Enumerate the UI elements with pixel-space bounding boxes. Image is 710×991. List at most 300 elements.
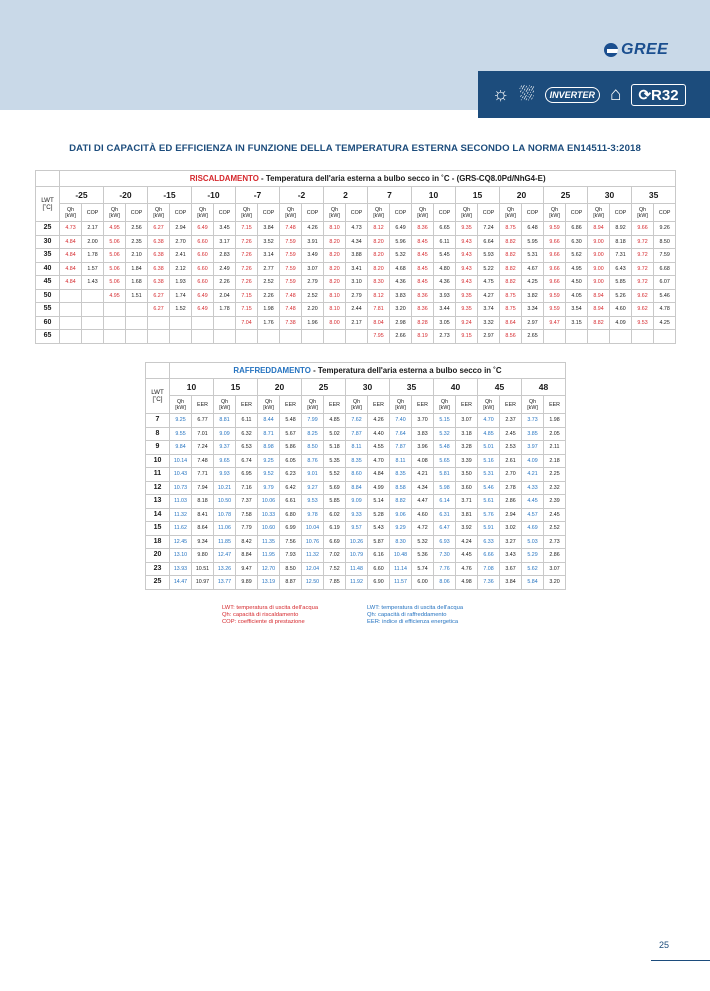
capacity-cell: 7.38 [280,316,302,330]
cop-cell: 2.49 [214,262,236,276]
capacity-cell: 12.45 [170,535,192,549]
capacity-cell: 9.00 [588,262,610,276]
outdoor-temp-header: 30 [346,379,390,396]
capacity-cell: 9.72 [632,249,654,263]
lwt-value: 10 [146,454,170,468]
capacity-cell: 8.75 [500,222,522,236]
capacity-cell [60,316,82,330]
eer-cell: 4.21 [412,468,434,482]
capacity-cell: 5.06 [104,276,126,290]
cop-cell: 1.93 [170,276,192,290]
outdoor-temp-header: 15 [214,379,258,396]
table-row [146,508,566,522]
lwt-label: LWT [151,389,164,396]
capacity-cell: 8.35 [346,454,368,468]
capacity-cell: 4.09 [522,454,544,468]
capacity-cell: 10.60 [258,522,280,536]
outdoor-temp-header: 10 [170,379,214,396]
eer-cell: 6.02 [324,508,346,522]
eer-cell: 4.99 [368,481,390,495]
qh-header [478,396,500,414]
cop-cell: 2.44 [346,303,368,317]
capacity-cell: 10.21 [214,481,236,495]
qh-label: Qh [484,398,493,405]
eer-cell: 4.26 [368,414,390,428]
capacity-cell: 5.65 [434,454,456,468]
outdoor-temp-header: 10 [412,187,456,204]
cop-cell [82,289,104,303]
capacity-cell: 5.61 [478,495,500,509]
page-title: DATI DI CAPACITÀ ED EFFICIENZA IN FUNZIONE DELLA TEMPERATURA ESTERNA SECONDO LA NORMA EN14511-3:2018 [69,143,641,154]
lwt-value: 14 [146,508,170,522]
qh-header [170,396,192,414]
cop-cell: 4.26 [302,222,324,236]
table-row [146,481,566,495]
cop-cell: 3.17 [214,235,236,249]
qh-unit: [kW] [351,404,362,411]
eer-cell: 2.53 [500,441,522,455]
cop-cell: 4.34 [346,235,368,249]
capacity-cell: 10.76 [302,535,324,549]
capacity-cell: 13.10 [170,549,192,563]
capacity-cell: 9.00 [588,249,610,263]
subheader-row [36,204,676,222]
cop-cell: 4.60 [610,303,632,317]
capacity-cell: 8.20 [324,249,346,263]
capacity-cell: 6.49 [192,289,214,303]
eer-cell: 4.34 [412,481,434,495]
qh-unit: [kW] [505,212,516,219]
table-row [146,441,566,455]
corner-cell [36,171,60,187]
table-row [146,549,566,563]
capacity-cell: 6.49 [192,222,214,236]
capacity-cell: 9.59 [544,289,566,303]
eer-cell: 7.56 [280,535,302,549]
capacity-cell: 5.15 [434,414,456,428]
cop-cell: 3.82 [522,289,544,303]
capacity-cell: 7.64 [390,427,412,441]
cop-header: COP [346,204,368,222]
cop-cell: 3.45 [214,222,236,236]
capacity-cell: 8.45 [412,276,434,290]
eer-cell: 8.64 [192,522,214,536]
cop-cell: 2.52 [302,289,324,303]
capacity-cell [324,330,346,344]
capacity-cell: 6.60 [192,276,214,290]
capacity-cell: 9.15 [456,330,478,344]
capacity-cell: 12.50 [302,576,324,590]
eer-cell: 6.05 [280,454,302,468]
eer-cell: 6.16 [368,549,390,563]
capacity-cell: 6.60 [192,235,214,249]
eer-cell: 2.32 [544,481,566,495]
eer-cell: 2.86 [500,495,522,509]
capacity-cell: 5.06 [104,262,126,276]
lwt-value: 11 [146,468,170,482]
cop-cell: 2.52 [258,276,280,290]
cop-cell: 2.35 [126,235,148,249]
cop-cell: 2.98 [390,316,412,330]
cop-header: COP [258,204,280,222]
capacity-cell: 8.20 [368,235,390,249]
table-row [36,222,676,236]
capacity-cell: 7.59 [280,276,302,290]
capacity-cell: 3.85 [522,427,544,441]
eer-cell: 9.34 [192,535,214,549]
capacity-cell: 8.82 [500,262,522,276]
capacity-cell: 4.84 [60,235,82,249]
capacity-cell: 9.52 [258,468,280,482]
eer-cell: 5.43 [368,522,390,536]
cop-cell [126,316,148,330]
capacity-cell: 13.19 [258,576,280,590]
eer-cell: 6.74 [236,454,258,468]
legend-item: LWT: temperatura di uscita dell'acqua [367,605,464,611]
cop-cell: 3.14 [258,249,280,263]
capacity-cell: 5.06 [104,249,126,263]
capacity-cell [236,330,258,344]
outdoor-temp-header: 25 [544,187,588,204]
cop-cell: 4.25 [522,276,544,290]
qh-unit: [kW] [549,212,560,219]
capacity-cell: 9.29 [390,522,412,536]
eer-cell: 7.93 [280,549,302,563]
capacity-cell: 8.12 [368,222,390,236]
lwt-value: 35 [36,249,60,263]
qh-header [104,204,126,222]
capacity-cell: 4.85 [478,427,500,441]
capacity-cell: 10.48 [390,549,412,563]
table-title [60,171,676,187]
capacity-cell: 9.66 [544,262,566,276]
eer-cell: 5.18 [324,441,346,455]
eer-cell: 2.70 [500,468,522,482]
capacity-cell: 7.95 [368,330,390,344]
capacity-cell: 11.62 [170,522,192,536]
cop-cell: 2.73 [434,330,456,344]
capacity-cell: 8.81 [214,414,236,428]
eer-cell: 2.86 [544,549,566,563]
eer-cell: 7.16 [236,481,258,495]
cop-cell: 2.97 [522,316,544,330]
cop-cell: 4.73 [346,222,368,236]
qh-label: Qh [198,206,207,213]
eer-cell: 4.85 [324,414,346,428]
cop-cell: 6.64 [478,235,500,249]
capacity-cell [280,330,302,344]
lwt-value: 45 [36,276,60,290]
eer-cell: 5.35 [324,454,346,468]
lwt-value: 55 [36,303,60,317]
capacity-cell: 7.26 [236,276,258,290]
capacity-cell: 9.66 [632,222,654,236]
qh-unit: [kW] [197,212,208,219]
lwt-value: 8 [146,427,170,441]
cop-cell: 1.78 [214,303,236,317]
capacity-cell: 7.40 [390,414,412,428]
cop-cell: 4.67 [522,262,544,276]
table-row [36,262,676,276]
eer-cell: 4.40 [368,427,390,441]
cop-cell: 7.31 [610,249,632,263]
qh-label: Qh [462,206,471,213]
capacity-cell: 8.94 [588,289,610,303]
cop-header: COP [126,204,148,222]
eer-cell: 3.81 [456,508,478,522]
capacity-cell: 10.79 [346,549,368,563]
cop-cell: 4.36 [434,276,456,290]
capacity-cell: 8.82 [588,316,610,330]
capacity-cell: 4.45 [522,495,544,509]
eer-cell: 3.67 [500,562,522,576]
outdoor-temp-header: 40 [434,379,478,396]
capacity-cell: 11.92 [346,576,368,590]
cop-header: COP [566,204,588,222]
capacity-cell: 5.03 [522,535,544,549]
outdoor-temp-header: 20 [258,379,302,396]
eer-cell: 4.60 [412,508,434,522]
capacity-cell [192,330,214,344]
cop-cell: 4.36 [390,276,412,290]
table-row [36,289,676,303]
eer-cell: 3.20 [544,576,566,590]
capacity-cell: 9.78 [302,508,324,522]
lwt-header [36,187,60,222]
cop-cell [126,303,148,317]
qh-header [280,204,302,222]
capacity-cell: 9.35 [456,303,478,317]
capacity-cell: 10.50 [214,495,236,509]
eer-cell: 8.50 [280,562,302,576]
table-row [146,495,566,509]
capacity-cell: 9.00 [588,235,610,249]
eer-cell: 4.98 [456,576,478,590]
qh-header [434,396,456,414]
capacity-cell: 5.81 [434,468,456,482]
lwt-value: 25 [36,222,60,236]
eer-cell: 5.67 [280,427,302,441]
cop-cell: 1.43 [82,276,104,290]
capacity-cell: 8.71 [258,427,280,441]
qh-header [214,396,236,414]
eer-cell: 6.90 [368,576,390,590]
table-title-rest: - Temperatura dell'aria esterna a bulbo secco in ˚C [310,366,502,375]
capacity-cell: 5.06 [104,235,126,249]
cop-cell: 3.88 [346,249,368,263]
cop-cell: 6.65 [434,222,456,236]
cop-cell: 3.34 [522,303,544,317]
cop-cell: 3.32 [478,316,500,330]
outdoor-temp-header: 35 [390,379,434,396]
cop-cell: 2.65 [522,330,544,344]
cop-cell: 5.45 [434,249,456,263]
qh-label: Qh [242,206,251,213]
capacity-cell: 9.43 [456,276,478,290]
eer-cell: 6.19 [324,522,346,536]
outdoor-temp-header: -2 [280,187,324,204]
capacity-cell [104,330,126,344]
capacity-cell: 9.43 [456,235,478,249]
capacity-cell: 8.82 [500,249,522,263]
cop-cell: 1.68 [126,276,148,290]
capacity-cell: 8.44 [258,414,280,428]
eer-cell: 4.47 [412,495,434,509]
eer-cell: 4.72 [412,522,434,536]
qh-header [302,396,324,414]
capacity-cell: 7.15 [236,303,258,317]
capacity-cell: 10.06 [258,495,280,509]
cop-cell: 3.15 [566,316,588,330]
capacity-cell: 8.35 [390,468,412,482]
capacity-cell [60,330,82,344]
eer-cell: 2.73 [544,535,566,549]
capacity-cell [104,303,126,317]
capacity-cell: 3.73 [522,414,544,428]
capacity-cell: 8.36 [412,303,434,317]
eer-cell: 7.48 [192,454,214,468]
outdoor-temp-header: 25 [302,379,346,396]
qh-label: Qh [176,398,185,405]
cop-cell: 2.79 [346,289,368,303]
capacity-cell: 7.59 [280,249,302,263]
capacity-cell: 11.06 [214,522,236,536]
capacity-cell: 7.15 [236,289,258,303]
capacity-cell: 8.94 [588,222,610,236]
qh-header [258,396,280,414]
qh-label: Qh [66,206,75,213]
capacity-cell [148,330,170,344]
eer-cell: 4.24 [456,535,478,549]
eer-cell: 2.52 [544,522,566,536]
capacity-cell: 4.84 [60,276,82,290]
capacity-cell: 9.35 [456,222,478,236]
gree-logo-text: GREE [621,41,669,58]
capacity-cell: 5.62 [522,562,544,576]
eer-cell: 8.87 [280,576,302,590]
capacity-cell: 12.47 [214,549,236,563]
capacity-cell: 7.30 [434,549,456,563]
capacity-cell: 9.84 [170,441,192,455]
legend-item: EER: indice di efficienza energetica [367,619,459,626]
table-row [36,276,676,290]
eer-cell: 2.45 [544,508,566,522]
cop-cell: 6.43 [610,262,632,276]
eer-cell: 2.37 [500,414,522,428]
capacity-cell: 4.70 [478,414,500,428]
cop-cell [82,316,104,330]
cop-header: COP [522,204,544,222]
qh-label: Qh [418,206,427,213]
lwt-value: 23 [146,562,170,576]
heating-table [35,170,676,344]
eer-cell: 2.94 [500,508,522,522]
cop-cell: 9.26 [654,222,676,236]
cop-cell: 3.74 [478,303,500,317]
capacity-cell: 6.38 [148,262,170,276]
capacity-cell: 9.93 [214,468,236,482]
lwt-value: 65 [36,330,60,344]
capacity-cell: 9.53 [302,495,324,509]
eer-cell: 5.86 [280,441,302,455]
cop-cell: 8.92 [610,222,632,236]
eer-cell: 8.84 [236,549,258,563]
qh-label: Qh [638,206,647,213]
cop-cell: 5.31 [522,249,544,263]
lwt-value: 7 [146,414,170,428]
cop-cell: 2.00 [82,235,104,249]
qh-label: Qh [220,398,229,405]
lwt-value: 13 [146,495,170,509]
capacity-cell: 8.30 [368,276,390,290]
eer-cell: 2.78 [500,481,522,495]
qh-unit: [kW] [285,212,296,219]
table-row [36,249,676,263]
outdoor-temp-header: -20 [104,187,148,204]
capacity-cell: 12.70 [258,562,280,576]
cop-cell [346,330,368,344]
eer-cell: 7.71 [192,468,214,482]
capacity-cell: 8.10 [324,222,346,236]
cop-header: COP [654,204,676,222]
qh-unit: [kW] [329,212,340,219]
capacity-cell: 7.62 [346,414,368,428]
cop-header: COP [390,204,412,222]
capacity-cell: 9.43 [456,249,478,263]
qh-unit: [kW] [373,212,384,219]
cooling-legend [367,605,463,627]
capacity-cell: 9.72 [632,235,654,249]
capacity-cell: 8.04 [368,316,390,330]
cop-cell: 2.10 [126,249,148,263]
eer-cell: 3.39 [456,454,478,468]
capacity-cell: 7.59 [280,235,302,249]
eer-cell: 7.52 [324,562,346,576]
cop-cell: 2.66 [390,330,412,344]
capacity-cell: 14.47 [170,576,192,590]
eer-cell: 5.32 [412,535,434,549]
cop-cell: 3.05 [434,316,456,330]
eer-cell: 3.71 [456,495,478,509]
capacity-cell: 10.26 [346,535,368,549]
capacity-cell: 10.43 [170,468,192,482]
inverter-badge: INVERTER [545,87,600,103]
eer-cell: 2.05 [544,427,566,441]
qh-header [236,204,258,222]
capacity-cell: 8.11 [346,441,368,455]
capacity-cell: 8.11 [390,454,412,468]
qh-label: Qh [154,206,163,213]
cop-cell: 3.52 [258,235,280,249]
cop-cell [566,330,588,344]
cop-cell: 1.51 [126,289,148,303]
eer-cell: 3.28 [456,441,478,455]
qh-header [588,204,610,222]
outdoor-temp-header: -15 [148,187,192,204]
capacity-cell: 13.77 [214,576,236,590]
cop-header: COP [610,204,632,222]
capacity-cell: 6.38 [148,249,170,263]
cop-cell: 6.49 [390,222,412,236]
capacity-cell: 12.04 [302,562,324,576]
cop-cell: 6.30 [566,235,588,249]
capacity-cell: 9.57 [346,522,368,536]
qh-unit: [kW] [219,404,230,411]
capacity-cell: 5.16 [478,454,500,468]
qh-header [148,204,170,222]
cop-cell: 1.76 [258,316,280,330]
eer-cell: 6.53 [236,441,258,455]
